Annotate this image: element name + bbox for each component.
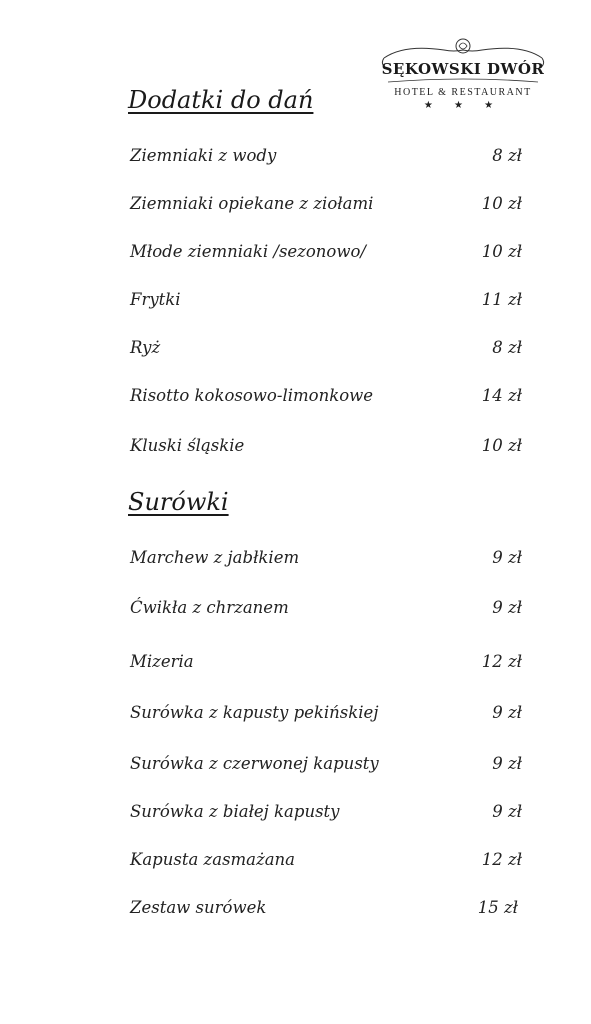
menu-item	[130, 548, 522, 572]
item-price: 11 zł	[481, 290, 522, 309]
menu-item	[130, 754, 522, 778]
item-price: 9 zł	[492, 703, 522, 722]
logo-subtitle: HOTEL & RESTAURANT	[394, 87, 532, 98]
item-price: 15 zł	[477, 898, 518, 917]
item-price: 12 zł	[481, 652, 522, 671]
hotel-logo	[378, 34, 548, 114]
menu-item	[130, 703, 522, 727]
logo-name: SĘKOWSKI DWÓR	[381, 60, 545, 78]
menu-item	[130, 146, 522, 170]
item-price: 9 zł	[492, 802, 522, 821]
item-name: Zestaw surówek	[130, 898, 267, 917]
item-name: Ćwikła z chrzanem	[130, 598, 289, 617]
item-price: 10 zł	[481, 436, 522, 455]
item-name: Młode ziemniaki /sezonowo/	[130, 242, 366, 261]
item-price: 8 zł	[492, 338, 522, 357]
item-price: 9 zł	[492, 548, 522, 567]
item-price: 14 zł	[481, 386, 522, 405]
item-name: Frytki	[130, 290, 181, 309]
menu-item	[130, 242, 522, 266]
item-name: Risotto kokosowo-limonkowe	[130, 386, 374, 405]
section-title-dodatki: Dodatki do dań	[128, 86, 314, 114]
menu-item	[130, 802, 522, 826]
item-name: Surówka z białej kapusty	[130, 802, 340, 821]
item-name: Marchew z jabłkiem	[130, 548, 300, 567]
menu-item	[130, 290, 522, 314]
item-name: Ziemniaki z wody	[130, 146, 277, 165]
item-name: Ziemniaki opiekane z ziołami	[130, 194, 374, 213]
item-name: Surówka z czerwonej kapusty	[130, 754, 379, 773]
menu-item	[130, 598, 522, 622]
item-name: Mizeria	[130, 652, 194, 671]
item-price: 9 zł	[492, 598, 522, 617]
item-name: Surówka z kapusty pekińskiej	[130, 703, 379, 722]
item-price: 10 zł	[481, 194, 522, 213]
logo-stars: ★ ★ ★	[423, 100, 503, 111]
menu-item	[130, 898, 518, 922]
menu-item	[130, 194, 522, 218]
item-name: Kapusta zasmażana	[130, 850, 296, 869]
item-price: 8 zł	[492, 146, 522, 165]
menu-item	[130, 386, 522, 410]
menu-item	[130, 652, 522, 676]
item-name: Ryż	[130, 338, 161, 357]
menu-item	[130, 436, 522, 460]
item-price: 12 zł	[481, 850, 522, 869]
menu-item	[130, 338, 522, 362]
section-title-surowki: Surówki	[128, 488, 229, 516]
item-name: Kluski śląskie	[130, 436, 245, 455]
menu-item	[130, 850, 522, 874]
item-price: 9 zł	[492, 754, 522, 773]
item-price: 10 zł	[481, 242, 522, 261]
